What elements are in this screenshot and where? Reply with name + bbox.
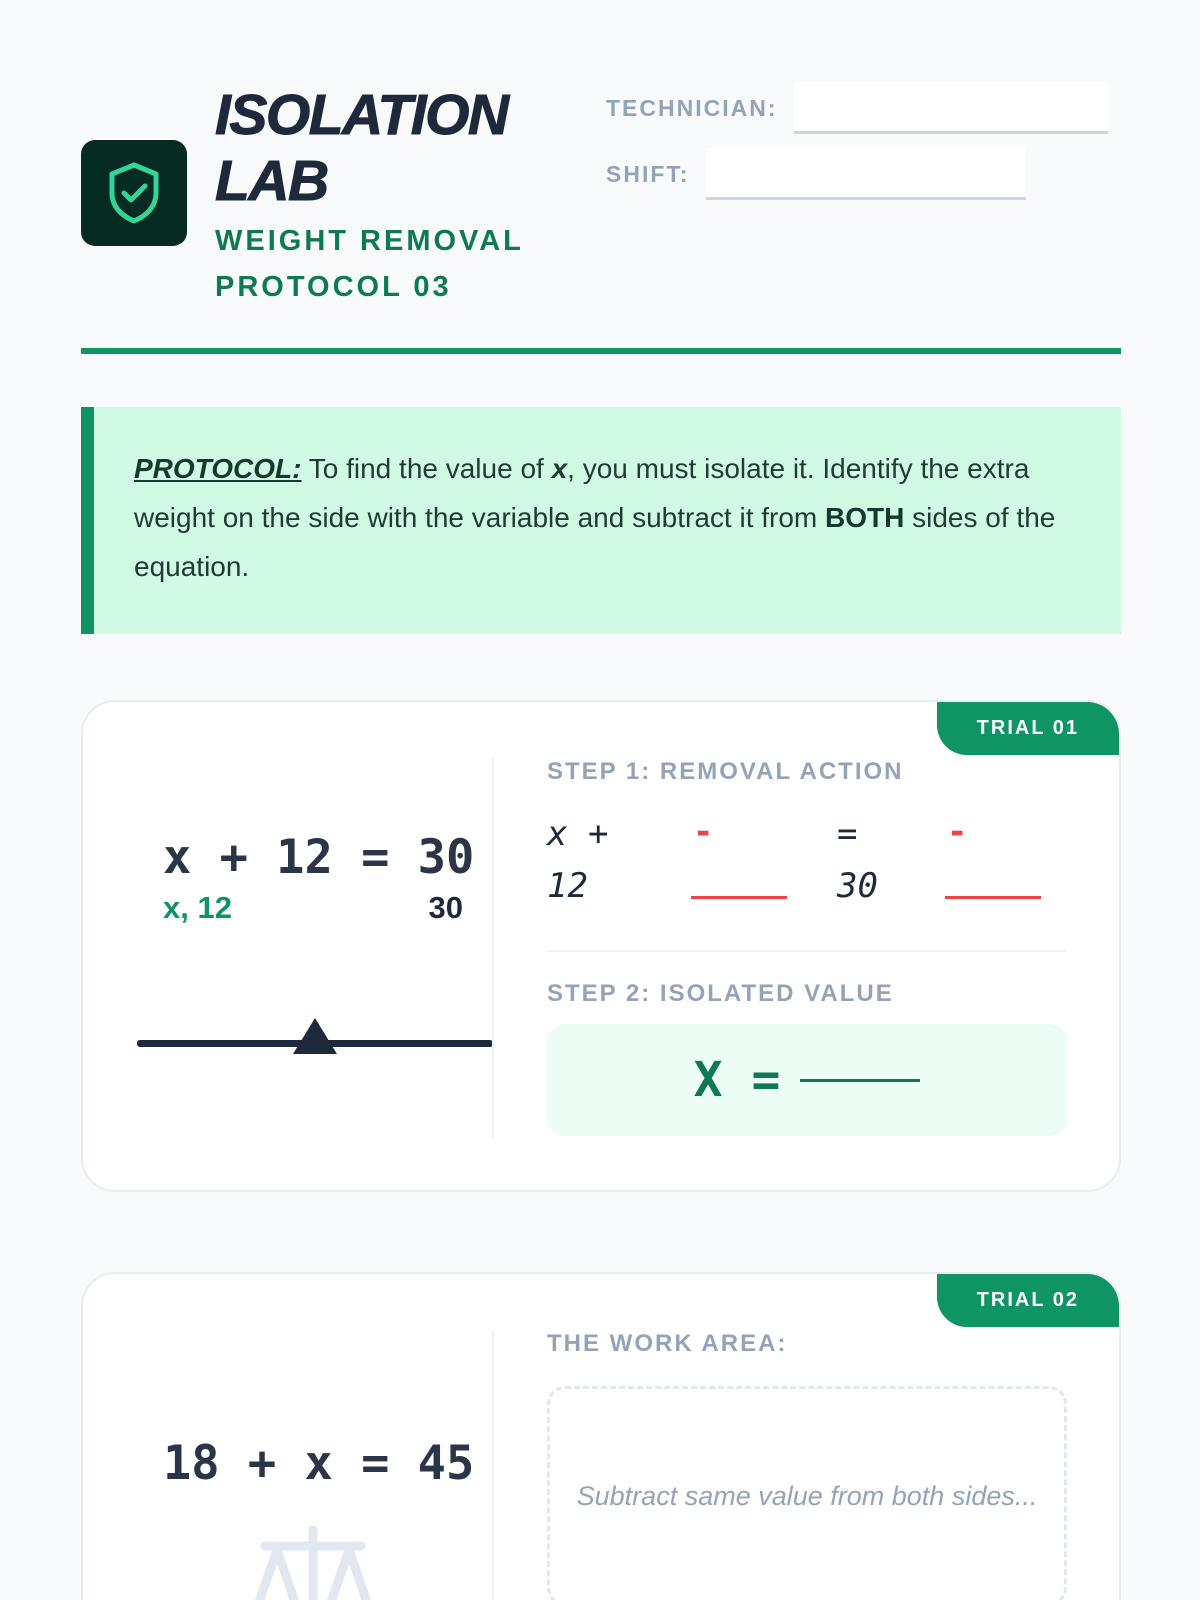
work-area[interactable]: [547, 1386, 1067, 1600]
removal-action-row: [547, 808, 1067, 908]
removal-left-bottom: 12: [547, 866, 588, 906]
removal-left-top: x +: [547, 814, 609, 854]
card-divider: [492, 758, 494, 1138]
scale-fulcrum: [293, 1018, 337, 1054]
left-pan-label: x, 12: [163, 890, 232, 925]
work-area-label: THE WORK AREA:: [547, 1330, 788, 1357]
work-area-placeholder: Subtract same value from both sides...: [576, 1480, 1038, 1511]
subtitle-line-1: WEIGHT REMOVAL: [215, 225, 524, 257]
page-subtitle: [215, 218, 595, 310]
answer-input[interactable]: [800, 1079, 920, 1082]
removal-minus-left: -: [693, 812, 714, 852]
step-divider: [547, 950, 1067, 952]
subtitle-line-2: PROTOCOL 03: [215, 271, 452, 303]
pan-labels: [163, 890, 463, 926]
protocol-callout: [81, 407, 1121, 634]
removal-right-bottom: 30: [837, 866, 878, 906]
trial-card-2: [81, 1272, 1121, 1600]
technician-row: [606, 82, 1108, 134]
balance-scale-icon: [251, 1524, 375, 1600]
removal-equals: =: [837, 814, 858, 854]
technician-label: TECHNICIAN:: [606, 94, 778, 121]
trial-badge: TRIAL 01: [937, 702, 1119, 755]
scale-beam: [137, 1040, 493, 1047]
trial-badge: TRIAL 02: [937, 1274, 1119, 1327]
protocol-text-2: , you must isolate it. Identify the extra weight on the side with the variable and subtract it from: [134, 453, 1030, 533]
step-1-label: STEP 1: REMOVAL ACTION: [547, 758, 904, 785]
protocol-variable: x: [551, 453, 568, 484]
isolated-value-box: [547, 1024, 1067, 1136]
title-line-1: ISOLATION: [215, 83, 508, 147]
trial-equation: 18 + x = 45: [163, 1436, 475, 1491]
step-2-label: STEP 2: ISOLATED VALUE: [547, 980, 894, 1007]
protocol-keyword: PROTOCOL:: [134, 453, 302, 484]
shield-check-icon: [106, 161, 162, 225]
trial-equation: x + 12 = 30: [163, 830, 475, 885]
protocol-text-3: sides of the equation.: [134, 502, 1056, 582]
removal-left-input[interactable]: [691, 896, 787, 899]
shift-row: [606, 148, 1026, 200]
protocol-emphasis: BOTH: [825, 502, 905, 533]
protocol-text-1: To find the value of: [301, 453, 552, 484]
header-divider: [81, 348, 1121, 354]
trial-card-1: [81, 700, 1121, 1192]
title-block: [215, 82, 595, 310]
card-divider: [492, 1330, 494, 1600]
removal-right-input[interactable]: [945, 896, 1041, 899]
shift-label: SHIFT:: [606, 160, 690, 187]
worksheet-header: [81, 82, 1121, 354]
shift-input[interactable]: [706, 148, 1026, 200]
title-line-2: LAB: [215, 149, 328, 213]
lab-logo: [81, 140, 187, 246]
technician-input[interactable]: [794, 82, 1108, 134]
removal-minus-right: -: [947, 812, 968, 852]
right-pan-label: 30: [428, 890, 463, 925]
answer-prefix: X =: [693, 1052, 781, 1108]
page-title: [215, 82, 595, 214]
